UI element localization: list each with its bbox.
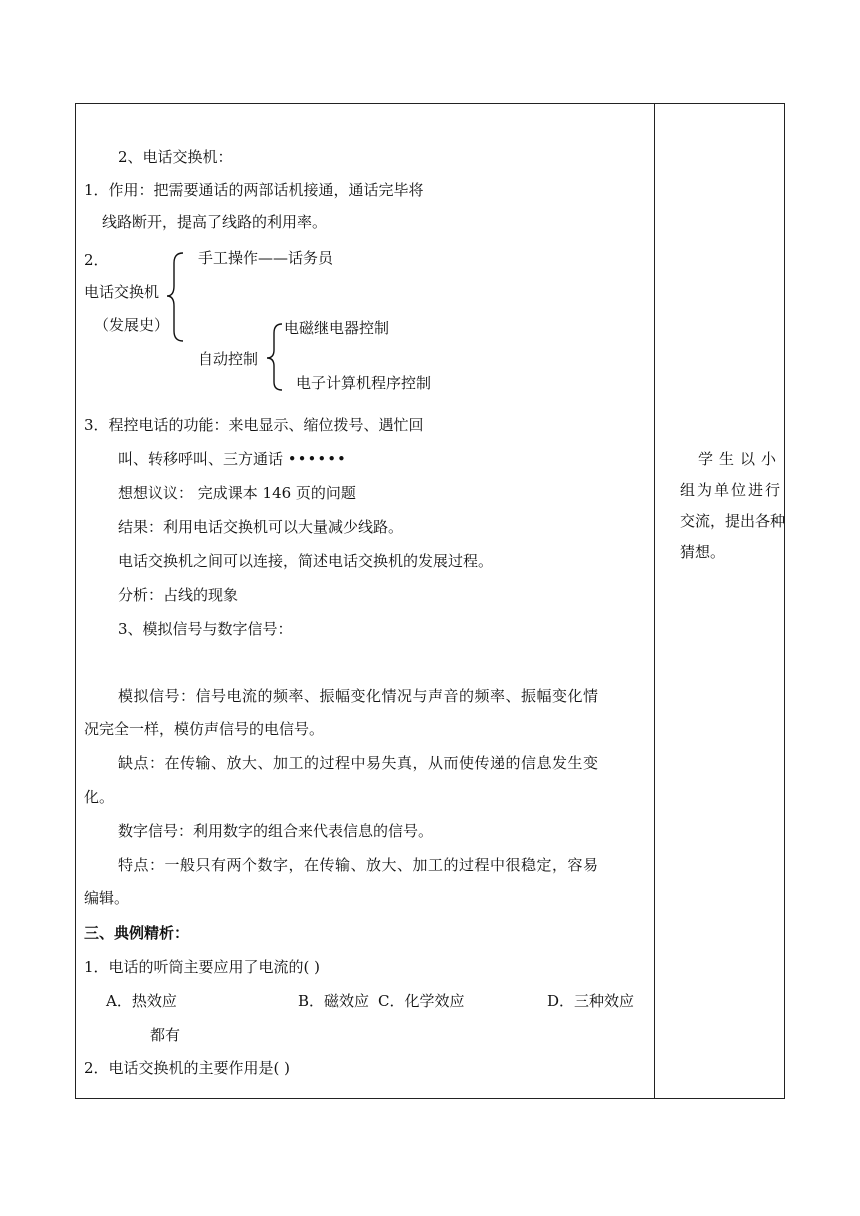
inner-brace	[267, 324, 282, 390]
item-1-line-b: 线路断开，提高了线路的利用率。	[102, 213, 328, 231]
option-a: A．热效应	[106, 992, 177, 1010]
item-2-label-sub: （发展史）	[94, 316, 170, 334]
note-line-4: 猜想。	[680, 543, 726, 561]
defect-line-a: 缺点：在传输、放大、加工的过程中易失真，从而使传递的信息发生变	[118, 754, 599, 772]
option-d: D．三种效应	[547, 992, 635, 1010]
question-1: 1．电话的听筒主要应用了电流的( )	[84, 958, 321, 976]
item-2-label: 电话交换机	[84, 283, 160, 301]
section-3-title: 3、模拟信号与数字信号：	[118, 620, 293, 638]
relay-control: 电磁继电器控制	[284, 319, 390, 337]
feature-line-b: 编辑。	[84, 889, 130, 907]
option-d-continued: 都有	[150, 1026, 181, 1044]
item-1-line-a: 1．作用：把需要通话的两部话机接通，通话完毕将	[84, 181, 424, 199]
think-discuss: 想想议议： 完成课本 146 页的问题	[118, 484, 356, 502]
item-3-line-a: 3．程控电话的功能：来电显示、缩位拨号、遇忙回	[84, 416, 424, 434]
connect-text: 电话交换机之间可以连接，简述电话交换机的发展过程。	[118, 552, 494, 570]
note-line-2: 组为单位进行	[680, 481, 783, 499]
note-line-3: 交流，提出各种	[680, 512, 786, 530]
digital-text: 数字信号：利用数字的组合来代表信息的信号。	[118, 822, 434, 840]
section-2-title: 2、电话交换机：	[118, 148, 233, 166]
result-text: 结果：利用电话交换机可以大量减少线路。	[118, 518, 404, 536]
auto-control: 自动控制	[198, 350, 259, 368]
question-2: 2．电话交换机的主要作用是( )	[84, 1059, 291, 1077]
option-b: B．磁效应	[298, 992, 370, 1010]
outer-brace	[167, 253, 183, 341]
analog-line-a: 模拟信号：信号电流的频率、振幅变化情况与声音的频率、振幅变化情	[118, 687, 599, 705]
option-c: C．化学效应	[378, 992, 465, 1010]
computer-control: 电子计算机程序控制	[296, 374, 432, 392]
examples-title: 三、典例精析：	[84, 924, 190, 942]
analog-line-b: 况完全一样，模仿声信号的电信号。	[84, 720, 325, 738]
analysis-text: 分析：占线的现象	[118, 586, 239, 604]
feature-line-a: 特点：一般只有两个数字，在传输、放大、加工的过程中很稳定，容易	[118, 856, 599, 874]
item-3-line-b: 叫、转移呼叫、三方通话 ••••••	[118, 450, 347, 468]
note-line-1: 学生以小	[698, 450, 783, 468]
manual-operation: 手工操作——话务员	[198, 249, 334, 267]
student-activity-note	[680, 444, 786, 568]
item-2-number: 2．	[84, 251, 109, 269]
defect-line-b: 化。	[84, 788, 115, 806]
